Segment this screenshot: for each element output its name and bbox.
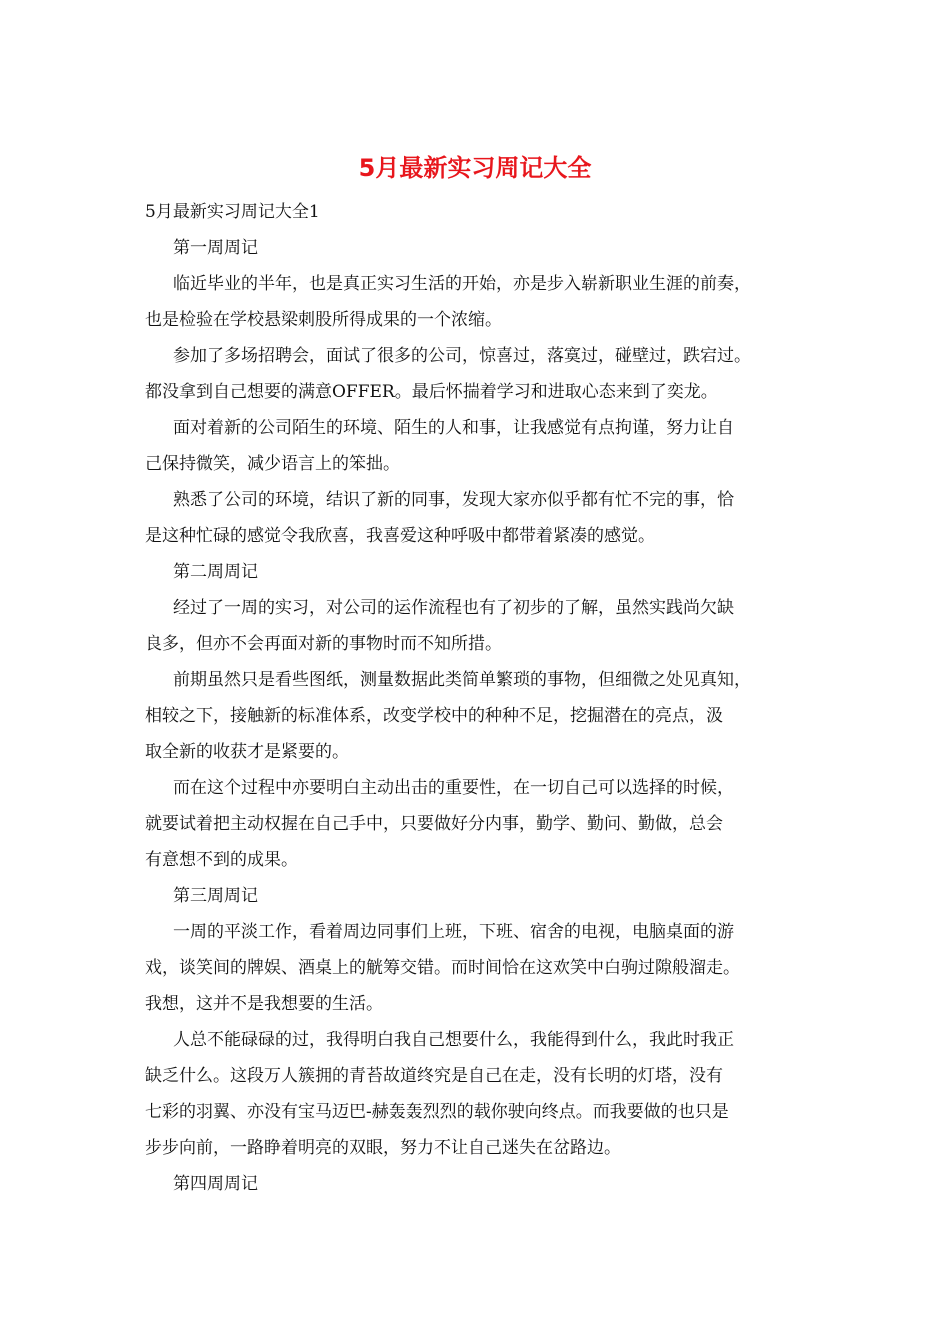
paragraph-line: 是这种忙碌的感觉令我欣喜，我喜爱这种呼吸中都带着紧凑的感觉。 [145, 526, 655, 546]
paragraph-line: 我想，这并不是我想要的生活。 [145, 994, 383, 1014]
week-heading-1: 第一周周记 [173, 238, 258, 258]
paragraph-line: 经过了一周的实习，对公司的运作流程也有了初步的了解，虽然实践尚欠缺 [173, 598, 734, 618]
paragraph-line: 前期虽然只是看些图纸，测量数据此类简单繁琐的事物，但细微之处见真知， [173, 670, 751, 690]
paragraph-line: 己保持微笑，减少语言上的笨拙。 [145, 454, 400, 474]
document-title: 5月最新实习周记大全 [358, 154, 592, 182]
paragraph-line: 取全新的收获才是紧要的。 [145, 742, 349, 762]
week-heading-3: 第三周周记 [173, 886, 258, 906]
paragraph-line: 人总不能碌碌的过，我得明白我自己想要什么，我能得到什么，我此时我正 [173, 1030, 734, 1050]
paragraph-line: 有意想不到的成果。 [145, 850, 298, 870]
paragraph-line: 参加了多场招聘会，面试了很多的公司，惊喜过，落寞过，碰壁过，跌宕过。 [173, 346, 751, 366]
paragraph-line: 步步向前，一路睁着明亮的双眼，努力不让自己迷失在岔路边。 [145, 1138, 621, 1158]
paragraph-line: 戏，谈笑间的牌娱、酒桌上的觥筹交错。而时间恰在这欢笑中白驹过隙般溜走。 [145, 958, 740, 978]
section-subtitle: 5月最新实习周记大全1 [145, 202, 320, 222]
paragraph-line: 熟悉了公司的环境，结识了新的同事，发现大家亦似乎都有忙不完的事，恰 [173, 490, 734, 510]
paragraph-line: 相较之下，接触新的标准体系，改变学校中的种种不足，挖掘潜在的亮点，汲 [145, 706, 723, 726]
paragraph-line: 也是检验在学校悬梁刺股所得成果的一个浓缩。 [145, 310, 502, 330]
paragraph-line: 一周的平淡工作，看着周边同事们上班，下班、宿舍的电视，电脑桌面的游 [173, 922, 734, 942]
paragraph-line: 就要试着把主动权握在自己手中，只要做好分内事，勤学、勤问、勤做，总会 [145, 814, 723, 834]
week-heading-2: 第二周周记 [173, 562, 258, 582]
paragraph-line: 七彩的羽翼、亦没有宝马迈巴-赫轰轰烈烈的载你驶向终点。而我要做的也只是 [145, 1102, 729, 1122]
paragraph-line: 临近毕业的半年，也是真正实习生活的开始，亦是步入崭新职业生涯的前奏， [173, 274, 751, 294]
paragraph-line: 缺乏什么。这段万人簇拥的青苔故道终究是自己在走，没有长明的灯塔，没有 [145, 1066, 723, 1086]
document-body [145, 194, 815, 1202]
week-heading-4: 第四周周记 [173, 1174, 258, 1194]
paragraph-line: 都没拿到自己想要的满意OFFER。最后怀揣着学习和进取心态来到了奕龙。 [145, 382, 718, 402]
paragraph-line: 而在这个过程中亦要明白主动出击的重要性，在一切自己可以选择的时候， [173, 778, 734, 798]
paragraph-line: 面对着新的公司陌生的环境、陌生的人和事，让我感觉有点拘谨，努力让自 [173, 418, 734, 438]
paragraph-line: 良多，但亦不会再面对新的事物时而不知所措。 [145, 634, 502, 654]
